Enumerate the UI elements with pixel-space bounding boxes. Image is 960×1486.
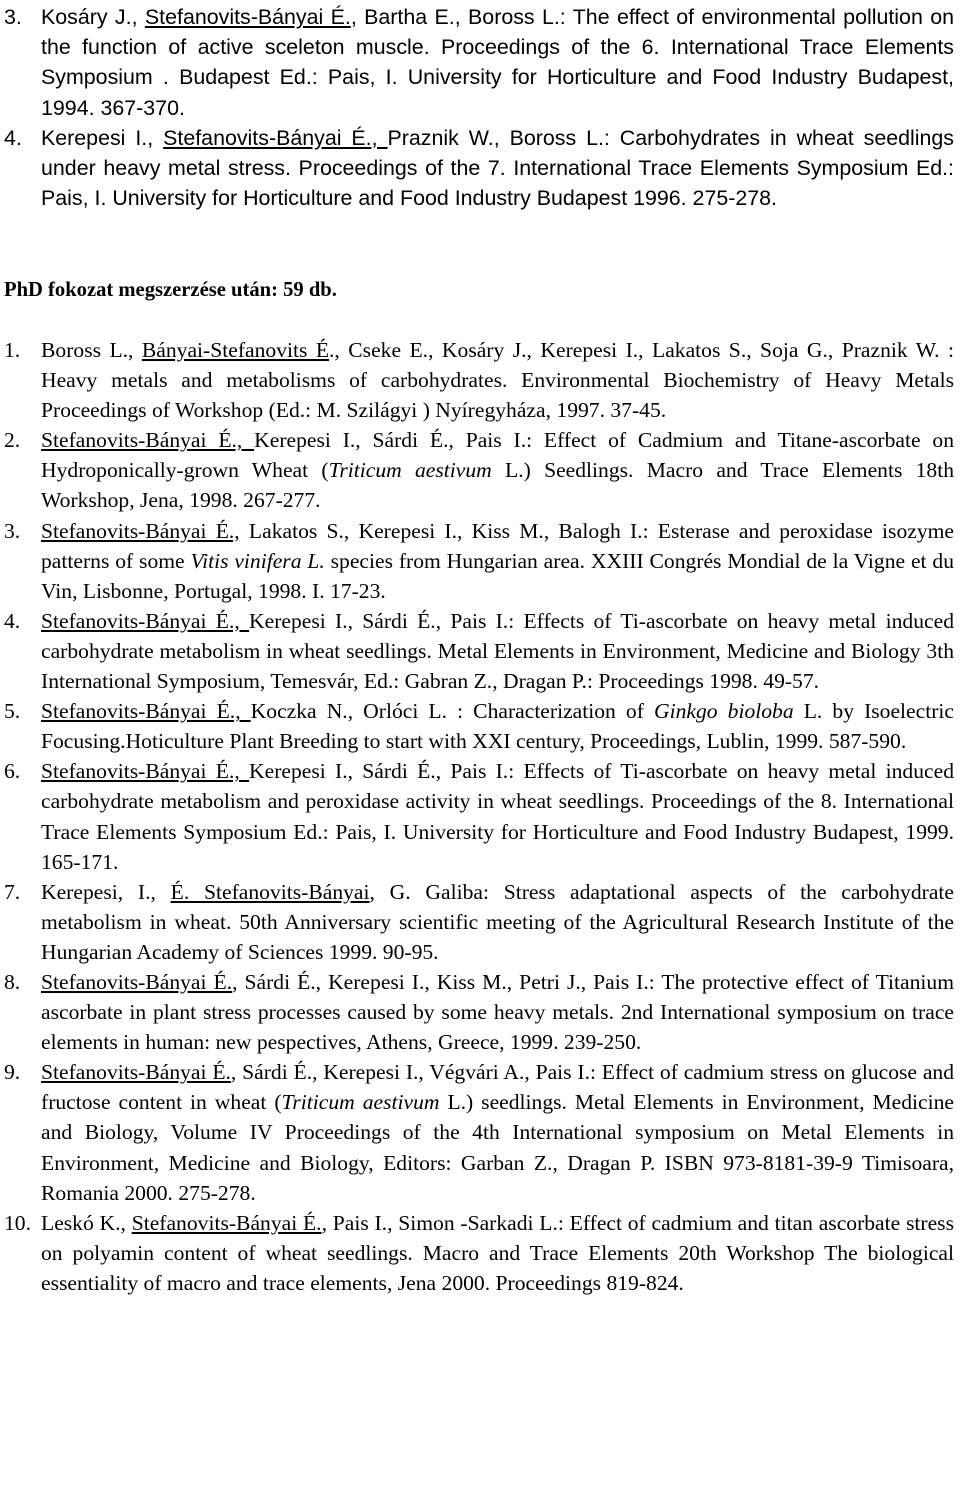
publication-entry xyxy=(4,516,954,606)
entry-text-segment: L.) seedlings. Metal Elements in Environment, Medicine and Biology, Volume IV Proceedings of the 4th International symposium on Metal Elements in Environment, Medicine and Biology, Editors: Garban Z., Dragan P. ISBN 973-8181-39-9 Timisoara, Romania 2000. 275-278. xyxy=(41,1090,955,1205)
publication-entry xyxy=(4,696,954,756)
publication-list-before-phd xyxy=(4,2,954,213)
entry-author-underlined: Stefanovits-Bányai É., xyxy=(41,759,250,784)
entry-text-segment: Kerepesi I., Sárdi É., Pais I.: Effects of Ti-ascorbate on heavy metal induced carbohydrate metabolism in wheat seedlings. Metal Elements in Environment, Medicine and Biology 3th International Symposium, Temesvár, Ed.: Gabran Z., Dragan P.: Proceedings 1998. 49-57. xyxy=(41,608,954,694)
entry-number: 10. xyxy=(4,1210,31,1235)
entry-number: 8. xyxy=(4,969,21,994)
entry-author-underlined: Bányai-Stefanovits É xyxy=(141,338,330,362)
entry-text-segment: , Pais I., Simon -Sarkadi L.: Effect of cadmium and titan ascorbate stress on polyamin content of wheat seedlings. Macro and Trace Elements 20th Workshop The biological essentiality of macro and trace elements, Jena 2000. Proceedings 819-824. xyxy=(41,1210,954,1295)
entry-number: 6. xyxy=(4,759,21,784)
entry-text-segment: Kerepesi I., Sárdi É., Pais I.: Effect of Cadmium and Titane-ascorbate on Hydroponically-grown Wheat ( xyxy=(41,428,954,483)
entry-number: 3. xyxy=(4,5,22,29)
entry-text-segment: , G. Galiba: Stress adaptational aspects of the carbohydrate metabolism in wheat. 50th Anniversary scientific meeting of the Agricultural Research Institute of the Hungarian Academy of Sciences 1999. 90-95. xyxy=(41,879,954,964)
entry-number: 2. xyxy=(4,428,21,453)
entry-text-segment: Boross L., xyxy=(41,338,142,362)
entry-text-segment: Kosáry J., xyxy=(41,5,145,29)
entry-number: 4. xyxy=(4,608,21,633)
publication-entry xyxy=(4,967,954,1057)
entry-species-italic: Triticum aestivum xyxy=(281,1090,440,1115)
publication-entry xyxy=(4,877,954,967)
entry-text-segment: Kerepesi I., xyxy=(41,125,164,150)
publication-entry xyxy=(4,425,954,515)
publication-list-after-phd xyxy=(4,335,954,1298)
entry-number: 9. xyxy=(4,1060,21,1085)
entry-species-italic: Triticum aestivum xyxy=(328,458,492,483)
section-heading: PhD fokozat megszerzése után: 59 db. xyxy=(4,279,337,301)
entry-text-segment: Koczka N., Orlóci L. : Characterization of xyxy=(250,699,655,724)
entry-text-segment: Lakatos S., Kerepesi I., Kiss M., Balogh I.: Esterase and peroxidase isozyme patterns of some xyxy=(41,518,955,573)
publication-entry xyxy=(4,2,954,123)
entry-author-underlined: Stefanovits-Bányai É., xyxy=(163,125,388,150)
entry-text-segment: , Sárdi É., Kerepesi I., Kiss M., Petri J., Pais I.: The protective effect of Titanium ascorbate in plant stress processes caused by some heavy metals. 2nd International symposium on trace elements in human: new pespectives, Athens, Greece, 1999. 239-250. xyxy=(41,969,954,1055)
entry-author-underlined: Stefanovits-Bányai É., xyxy=(41,699,251,724)
entry-number: 5. xyxy=(4,699,21,724)
entry-text-segment: , Sárdi É., Kerepesi I., Végvári A., Pais I.: Effect of cadmium stress on glucose and fructose content in wheat ( xyxy=(41,1060,954,1115)
entry-text-segment: Leskó K., xyxy=(41,1210,132,1235)
entry-author-underlined: Stefanovits-Bányai É., xyxy=(41,518,240,543)
publication-entry xyxy=(4,1208,954,1298)
entry-author-underlined: Stefanovits-Bányai É. xyxy=(41,1060,231,1085)
entry-text-segment: Kerepesi I., Sárdi É., Pais I.: Effects of Ti-ascorbate on heavy metal induced carbohydrate metabolism and peroxidase activity in wheat seedlings. Proceedings of the 8. International Trace Elements Symposium Ed.: Pais, I. University for Horticulture and Food Industry Budapest, 1999. 165-171. xyxy=(41,759,954,874)
entry-text-segment: Praznik W., Boross L.: Carbohydrates in wheat seedlings under heavy metal stress. Proceedings of the 7. International Trace Elements Symposium Ed.: Pais, I. University for Horticulture and Food Industry Budapest 1996. 275-278. xyxy=(41,125,954,211)
entry-author-underlined: Stefanovits-Bányai É., xyxy=(41,428,255,453)
entry-text-segment: L. by Isoelectric Focusing.Hoticulture Plant Breeding to start with XXI century, Proceedings, Lublin, 1999. 587-590. xyxy=(41,699,955,754)
entry-text-segment: , Bartha E., Boross L.: The effect of environmental pollution on the function of active sceleton muscle. Proceedings of the 6. International Trace Elements Symposium . Budapest Ed.: Pais, I. University for Horticulture and Food Industry Budapest, 1994. 367-370. xyxy=(41,5,955,120)
entry-text-segment: Kerepesi, I., xyxy=(41,879,171,904)
entry-text-segment: ., Cseke E., Kosáry J., Kerepesi I., Lakatos S., Soja G., Praznik W. : Heavy metals and metabolisms of carbohydrates. Environmental Biochemistry of Heavy Metals Proceedings of Workshop (Ed.: M. Szilágyi ) Nyíregyháza, 1997. 37-45. xyxy=(41,338,954,423)
entry-author-underlined: É. Stefanovits-Bányai xyxy=(170,879,370,904)
entry-number: 7. xyxy=(4,879,21,904)
entry-number: 4. xyxy=(4,125,22,150)
entry-text-segment: L.) Seedlings. Macro and Trace Elements 18th Workshop, Jena, 1998. 267-277. xyxy=(41,458,954,513)
entry-number: 3. xyxy=(4,518,21,543)
publication-entry xyxy=(4,606,954,696)
entry-species-italic: Vitis vinifera L. xyxy=(190,548,325,573)
entry-author-underlined: Stefanovits-Bányai É. xyxy=(131,1210,322,1235)
publication-entry xyxy=(4,756,954,876)
entry-text-segment: species from Hungarian area. XXIII Congrés Mondial de la Vigne et du Vin, Lisbonne, Portugal, 1998. I. 17-23. xyxy=(41,548,955,603)
entry-author-underlined: Stefanovits-Bányai É. xyxy=(41,969,233,994)
entry-author-underlined: Stefanovits-Bányai É. xyxy=(144,5,351,29)
publication-entry xyxy=(4,335,954,425)
entry-author-underlined: Stefanovits-Bányai É., xyxy=(41,608,250,633)
publication-entry xyxy=(4,1057,954,1207)
entry-species-italic: Ginkgo bioloba xyxy=(654,699,794,724)
publication-entry xyxy=(4,123,954,214)
entry-number: 1. xyxy=(4,338,21,362)
